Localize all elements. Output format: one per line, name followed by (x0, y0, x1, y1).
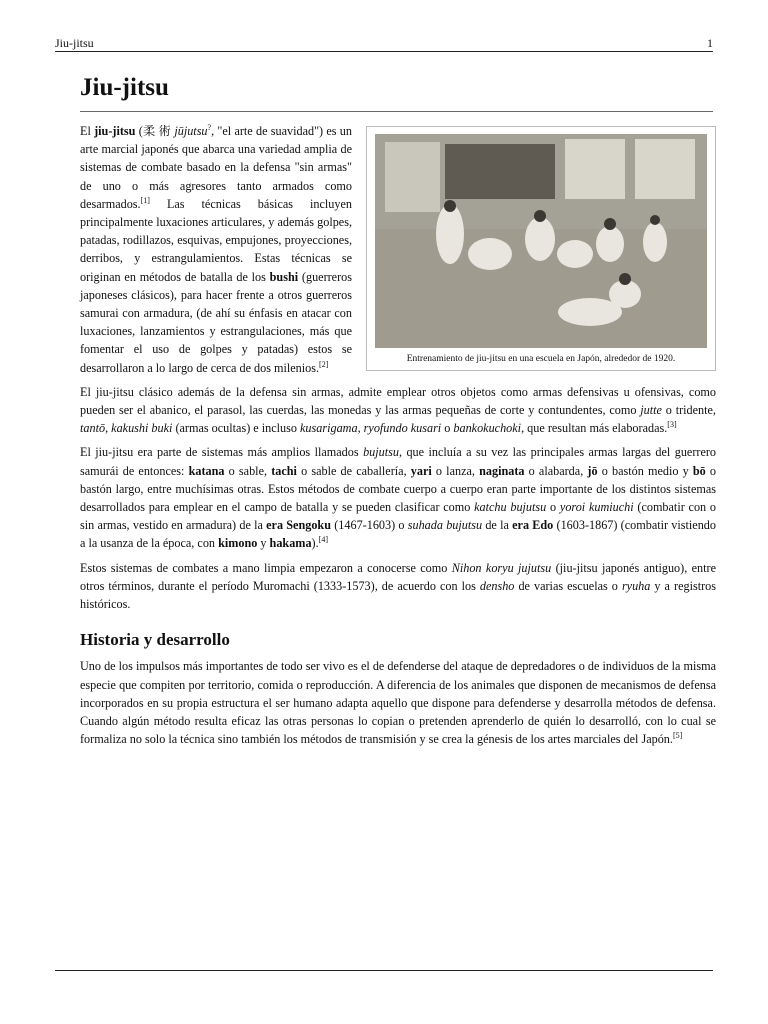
page-title: Jiu-jitsu (80, 74, 169, 101)
paragraph-historia: Uno de los impulsos más importantes de todo ser vivo es el de defenderse del ataque de depredadores o de individuos de la misma especie que compiten por territorio, comida o reproducción. A diferencia de los animales que disponen de mecanismos de defensa incorporados en su propia estructura el ser humano adapta aquello que dispone para defenderse y desarrolla métodos de defensa. Cuando algún método resulta eficaz las otras personas lo copian o pretenden aprenderlo de quién lo desarrolló, con lo cual se formaliza no solo la técnica sino también los métodos de transmisión y se crea la génesis de los artes marciales del Japón.[5] (80, 659, 716, 747)
training-photo (375, 134, 707, 348)
article-body (80, 122, 716, 755)
footer-rule (55, 970, 713, 971)
intro-paragraph: El jiu-jitsu (柔 術 jūjutsu?, "el arte de suavidad") es un arte marcial japonés que abarca una variedad amplia de sistemas de combate basado en la defensa "sin armas" de uno o más agresores tanto armados como desarmados.[1] Las técnicas básicas incluyen principalmente luxaciones articulares, y además golpes, patadas, rodillazos, esquivas, empujones, proyecciones, derribos, y estrangulamientos. Estas técnicas se originan en métodos de batalla de los bushi (guerreros japoneses clásicos), para hacer frente a otros guerreros samurai con armadura, (de ahí su énfasis en atacar con luxaciones, lanzamientos y estrangulaciones, más que fomentar el uso de golpes y patadas) estos se desarrollaron a lo largo de cerca de dos milenios.[2] (80, 122, 352, 375)
ref-2[interactable]: [2] (319, 359, 329, 369)
ref-5[interactable]: [5] (672, 731, 683, 741)
paragraph-weapons: El jiu-jitsu clásico además de la defensa sin armas, admite emplear otros objetos como armas defensivas u ofensivas, como pueden ser el abanico, el parasol, las cuerdas, las monedas y las armas pequeñas de corte y contundentes, como jutte o tridente, tantō, kakushi buki (armas ocultas) e incluso kusarigama, ryofundo kusari o bankokuchoki, que resultan más elaboradas.[3] (80, 384, 716, 436)
running-header-title: Jiu-jitsu (55, 36, 94, 50)
ref-1[interactable]: [1] (140, 195, 150, 205)
title-rule (80, 111, 713, 112)
running-header (55, 36, 713, 51)
paragraph-bujutsu: El jiu-jitsu era parte de sistemas más amplios llamados bujutsu, que incluía a su vez las principales armas largas del guerrero samurái de entonces: katana o sable, tachi o sable de caballería, yari o lanza, naginata o alabarda, jō o bastón medio y bō o bastón largo, entre muchísimas otras. Estos métodos de combate cuerpo a cuerpo eran parte importante de los distintos sistemas desarrollados para emplear en el campo de batalla y se pueden clasificar como katchu bujutsu o yoroi kumiuchi (combatir con o sin armas, vestido en armadura) de la era Sengoku (1467-1603) o suhada bujutsu de la era Edo (1603-1867) (combatir vistiendo a la usanza de la época, con kimono y hakama).[4] (80, 445, 717, 551)
paragraph-koryu: Estos sistemas de combates a mano limpia empezaron a conocerse como Nihon koryu jujutsu (jiu-jitsu japonés antiguo), entre otros términos, durante el período Muromachi (1333-1573), de acuerdo con los densho de varias escuelas o ryuha y a registros históricos. (80, 560, 716, 612)
header-rule (55, 51, 713, 52)
figure-caption: Entrenamiento de jiu-jitsu en una escuela en Japón, alrededor de 1920. (406, 354, 676, 364)
ref-4[interactable]: [4] (318, 535, 328, 545)
ref-3[interactable]: [3] (667, 420, 677, 430)
section-heading-historia: Historia y desarrollo (80, 630, 230, 650)
page-number: 1 (707, 36, 713, 50)
figure (366, 126, 716, 371)
